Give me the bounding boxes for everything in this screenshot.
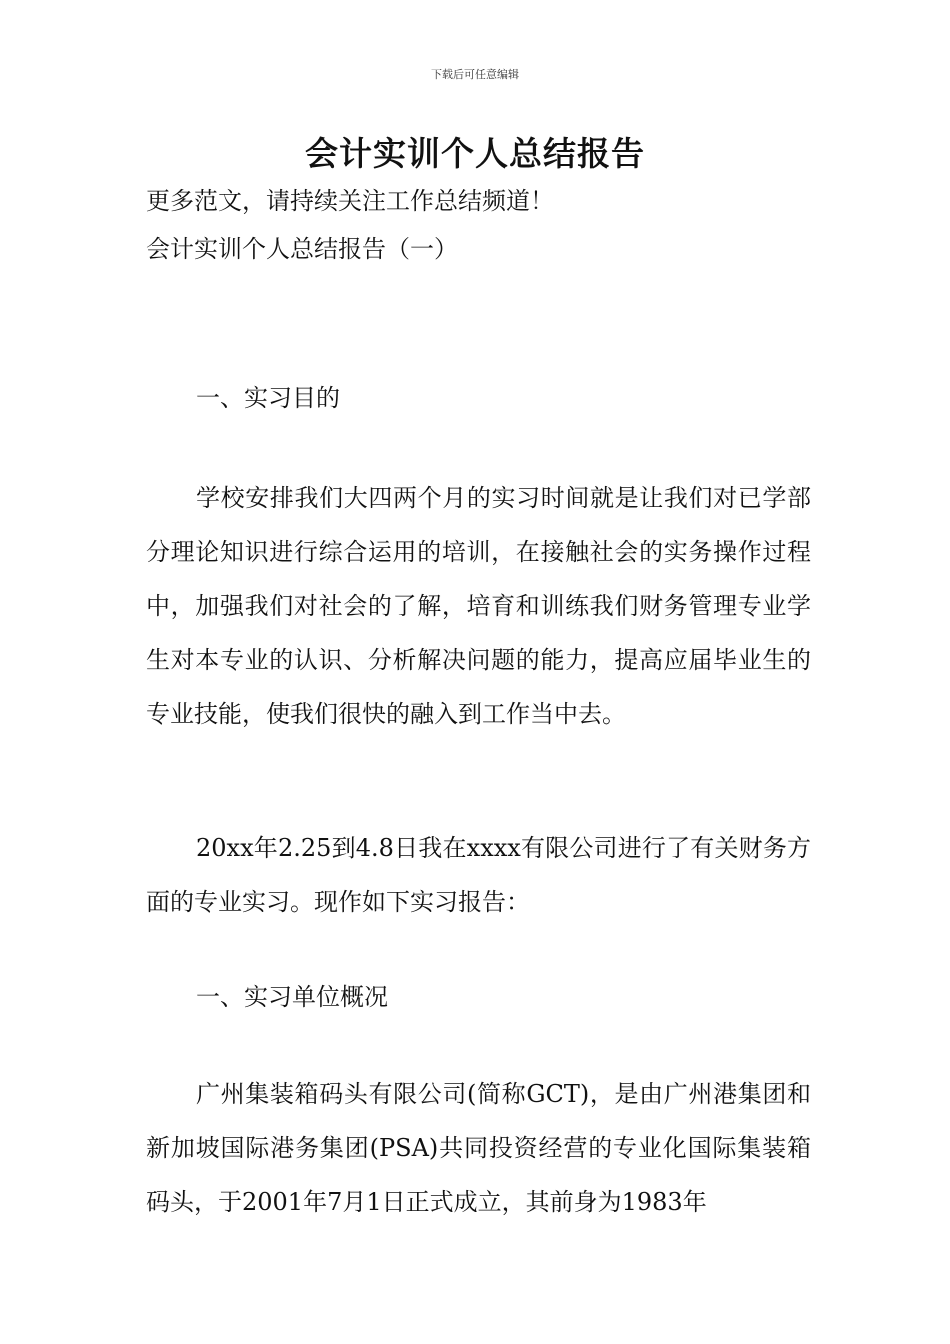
document-title: 会计实训个人总结报告 [305, 134, 645, 173]
document-subtitle: 会计实训个人总结报告（一） [146, 235, 458, 263]
paragraph-internship-period: 20xx年2.25到4.8日我在xxxx有限公司进行了有关财务方面的专业实习。现作如下实习报告： [146, 834, 811, 916]
paragraph-company-overview: 广州集装箱码头有限公司(简称GCT)，是由广州港集团和新加坡国际港务集团(PSA)共同投资经营的专业化国际集装箱码头，于2001年7月1日正式成立，其前身为1983年 [146, 1080, 811, 1216]
paragraph-internship-purpose: 学校安排我们大四两个月的实习时间就是让我们对已学部分理论知识进行综合运用的培训，在接触社会的实务操作过程中，加强我们对社会的了解，培育和训练我们财务管理专业学生对本专业的认识、分析解决问题的能力，提高应届毕业生的专业技能，使我们很快的融入到工作当中去。 [146, 484, 811, 728]
intro-line: 更多范文，请持续关注工作总结频道！ [146, 187, 554, 215]
section-heading-internship-purpose: 一、实习目的 [196, 384, 340, 412]
page-header-note: 下载后可任意编辑 [431, 68, 519, 81]
section-heading-company-overview: 一、实习单位概况 [196, 983, 388, 1011]
